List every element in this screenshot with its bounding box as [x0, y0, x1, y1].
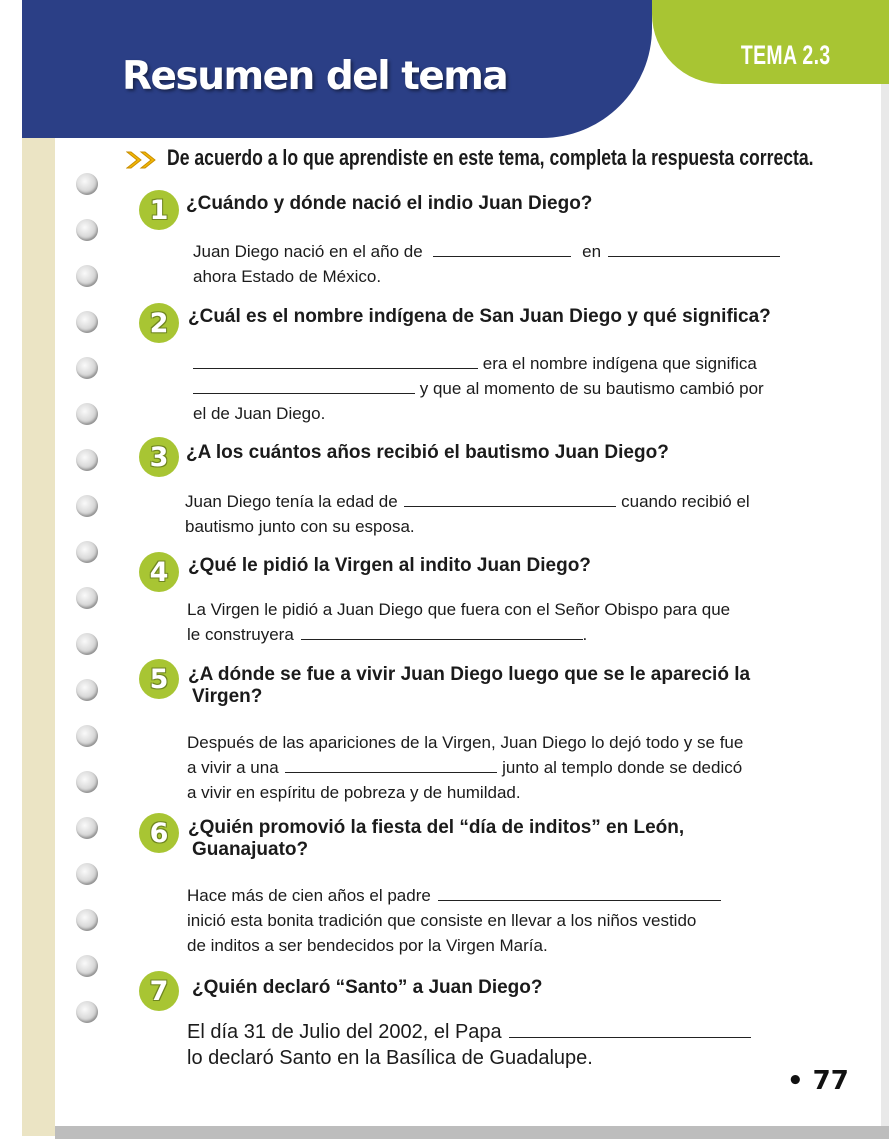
answer-5-line2b: junto al templo donde se dedicó [502, 758, 743, 777]
binder-hole [76, 955, 98, 977]
answer-4-line1: La Virgen le pidió a Juan Diego que fuera con el Señor Obispo para que [187, 600, 731, 619]
answer-6-line1: Hace más de cien años el padre [187, 886, 431, 905]
tema-tab [652, 0, 889, 84]
answer-4-line2a: le construyera [187, 625, 294, 644]
question-5-text [188, 664, 750, 708]
page-number: • 77 [787, 1066, 849, 1096]
binder-hole [76, 679, 98, 701]
answer-5-line1: Después de las apariciones de la Virgen, Juan Diego lo dejó todo y se fue [187, 733, 744, 752]
blank-priest[interactable] [438, 886, 721, 901]
answer-5 [187, 730, 743, 805]
question-number: 5 [149, 663, 169, 695]
binder-hole [76, 771, 98, 793]
question-1-text: ¿Cuándo y dónde nació el indio Juan Diego? [186, 193, 593, 214]
blank-pope[interactable] [509, 1021, 751, 1038]
answer-7 [187, 1019, 751, 1071]
blank-construction[interactable] [301, 625, 583, 640]
answer-2-line3: el de Juan Diego. [193, 404, 326, 423]
tema-label: TEMA 2.3 [741, 40, 831, 70]
binder-hole [76, 1001, 98, 1023]
binder-hole [76, 541, 98, 563]
question-5-line1: ¿A dónde se fue a vivir Juan Diego luego que se le apareció la [188, 664, 751, 685]
question-number-badge [139, 659, 179, 699]
binder-hole [76, 863, 98, 885]
question-number-badge [139, 971, 179, 1011]
blank-age[interactable] [404, 492, 616, 507]
question-number-badge [139, 303, 179, 343]
binder-strip [22, 0, 55, 1136]
blank-year[interactable] [433, 242, 571, 257]
answer-3 [185, 489, 750, 539]
answer-6-line2: inició esta bonita tradición que consiste en llevar a los niños vestido [187, 911, 697, 930]
answer-1-line2: ahora Estado de México. [193, 267, 382, 286]
binder-hole [76, 909, 98, 931]
answer-1-line1b: en [582, 242, 602, 261]
binder-hole [76, 633, 98, 655]
question-number: 3 [149, 441, 169, 473]
binder-hole [76, 219, 98, 241]
binder-hole [76, 265, 98, 287]
blank-indigenous-name[interactable] [193, 354, 478, 369]
blank-dwelling[interactable] [285, 758, 497, 773]
answer-5-line2a: a vivir a una [187, 758, 279, 777]
answer-5-line3: a vivir en espíritu de pobreza y de humildad. [187, 783, 521, 802]
answer-1-line1a: Juan Diego nació en el año de [193, 242, 423, 261]
question-number: 2 [149, 307, 169, 339]
answer-3-line2: bautismo junto con su esposa. [185, 517, 415, 536]
answer-2-line2: y que al momento de su bautismo cambió por [419, 379, 764, 398]
question-number-badge [139, 437, 179, 477]
page-shadow-bottom [55, 1126, 889, 1139]
question-number-badge [139, 190, 179, 230]
answer-3-line1b: cuando recibió el [621, 492, 750, 511]
question-number: 1 [149, 194, 169, 226]
answer-2-line1: era el nombre indígena que significa [482, 354, 757, 373]
question-number: 6 [149, 817, 169, 849]
answer-6-line3: de inditos a ser bendecidos por la Virgen María. [187, 936, 548, 955]
binder-hole [76, 311, 98, 333]
binder-hole [76, 173, 98, 195]
question-6-text [188, 817, 684, 861]
question-3-text: ¿A los cuántos años recibió el bautismo Juan Diego? [186, 442, 669, 463]
blank-place[interactable] [608, 242, 780, 257]
double-chevron-right-icon [126, 150, 160, 170]
answer-4-line2b: . [582, 625, 588, 644]
page-shadow-right [880, 0, 889, 1130]
question-number: 7 [149, 975, 169, 1007]
answer-2 [193, 351, 764, 426]
question-number-badge [139, 552, 179, 592]
question-7-text: ¿Quién declaró “Santo” a Juan Diego? [192, 977, 543, 998]
question-2-text: ¿Cuál es el nombre indígena de San Juan Diego y qué significa? [188, 306, 771, 327]
blank-meaning[interactable] [193, 379, 415, 394]
answer-1 [193, 239, 780, 289]
answer-6 [187, 883, 721, 958]
instruction-text: De acuerdo a lo que aprendiste en este tema, completa la respuesta correcta. [167, 145, 814, 170]
binder-hole [76, 403, 98, 425]
answer-7-line2: lo declaró Santo en la Basílica de Guadalupe. [187, 1047, 593, 1069]
binder-hole [76, 587, 98, 609]
answer-7-line1: El día 31 de Julio del 2002, el Papa [187, 1021, 502, 1043]
binder-hole [76, 449, 98, 471]
page-title: Resumen del tema [122, 54, 508, 99]
binder-hole [76, 357, 98, 379]
question-6-line1: ¿Quién promovió la fiesta del “día de inditos” en León, [188, 817, 685, 838]
binder-hole [76, 817, 98, 839]
question-number: 4 [149, 556, 169, 588]
question-4-text: ¿Qué le pidió la Virgen al indito Juan Diego? [188, 555, 591, 576]
question-number-badge [139, 813, 179, 853]
answer-3-line1a: Juan Diego tenía la edad de [185, 492, 398, 511]
answer-4 [187, 597, 730, 647]
question-5-line2: Virgen? [192, 686, 263, 707]
binder-hole [76, 495, 98, 517]
binder-hole [76, 725, 98, 747]
question-6-line2: Guanajuato? [192, 839, 309, 860]
